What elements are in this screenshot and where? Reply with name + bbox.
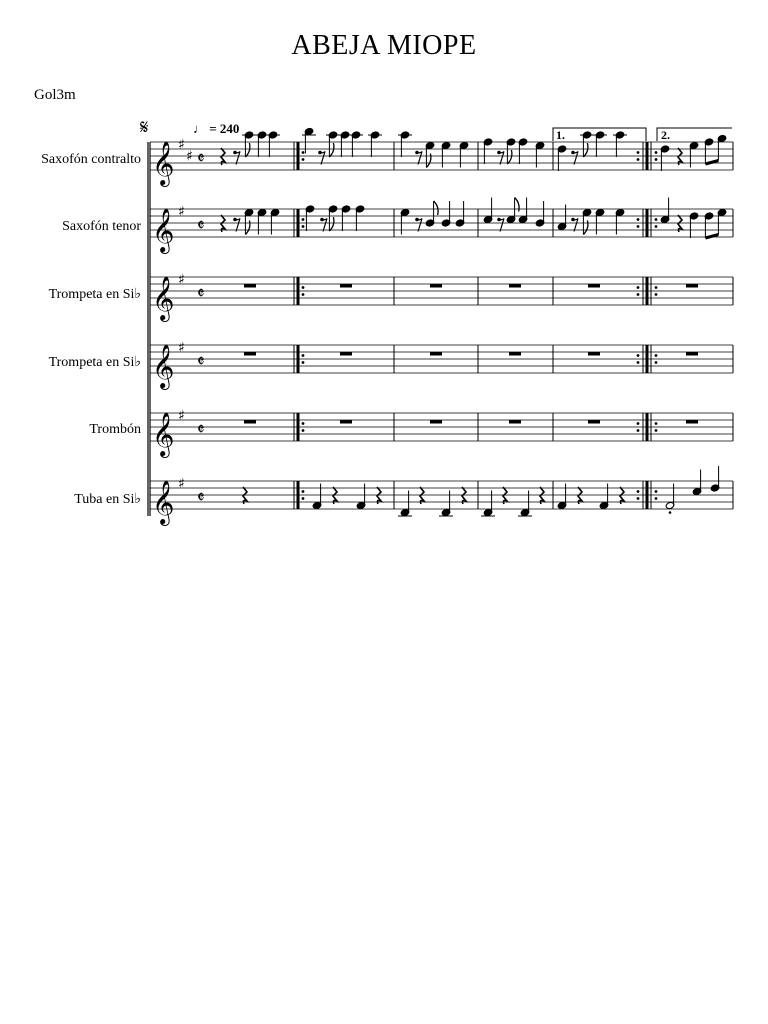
- staff: [150, 272, 733, 322]
- whole-rest: [588, 420, 600, 424]
- sharp-sign: ♯: [178, 476, 185, 492]
- whole-rest: [509, 352, 521, 356]
- quarter-rest: [221, 148, 225, 165]
- time-signature: 𝄵: [197, 488, 205, 508]
- whole-rest: [340, 352, 352, 356]
- time-signature: 𝄵: [197, 216, 205, 236]
- sharp-sign: ♯: [178, 204, 185, 220]
- whole-rest: [340, 284, 352, 288]
- beam: [705, 235, 718, 239]
- instrument-label-trumpet-1: Trompeta en Si♭: [48, 287, 141, 302]
- quarter-rest: [540, 487, 544, 504]
- whole-rest: [430, 284, 442, 288]
- whole-rest: [244, 420, 256, 424]
- whole-rest: [686, 420, 698, 424]
- time-signature: 𝄵: [197, 149, 205, 169]
- treble-clef: 𝄞: [152, 412, 175, 456]
- volta-1-label: 1.: [556, 128, 565, 142]
- time-signature: 𝄵: [197, 284, 205, 304]
- treble-clef: 𝄞: [152, 480, 175, 524]
- treble-clef: 𝄞: [152, 208, 175, 252]
- instrument-label-trumpet-2: Trompeta en Si♭: [48, 355, 141, 370]
- staff: [150, 408, 733, 458]
- instrument-label-trombone: Trombón: [89, 422, 141, 437]
- treble-clef: 𝄞: [152, 344, 175, 388]
- whole-rest: [430, 352, 442, 356]
- treble-clef: 𝄞: [152, 276, 175, 320]
- whole-rest: [588, 352, 600, 356]
- sharp-sign: ♯: [178, 137, 185, 153]
- instrument-label-alto-sax: Saxofón contralto: [41, 152, 141, 167]
- volta-2-label: 2.: [661, 128, 670, 142]
- segno-sign: 𝄋: [140, 115, 149, 139]
- quarter-rest: [620, 487, 624, 504]
- staff: [150, 204, 733, 254]
- whole-rest: [686, 352, 698, 356]
- sharp-sign: ♯: [178, 272, 185, 288]
- whole-rest: [686, 284, 698, 288]
- quarter-rest: [462, 487, 466, 504]
- quarter-rest: [578, 487, 582, 504]
- staff: [150, 476, 733, 526]
- quarter-rest: [420, 487, 424, 504]
- quarter-rest: [243, 487, 247, 504]
- treble-clef: 𝄞: [152, 141, 175, 185]
- staff: [150, 340, 733, 390]
- whole-rest: [509, 284, 521, 288]
- composer-name: Gol3m: [34, 87, 76, 103]
- instrument-label-tuba: Tuba en Si♭: [74, 492, 141, 507]
- tempo-marking: ♩ = 240: [193, 121, 240, 136]
- staff: [150, 137, 733, 187]
- whole-rest: [430, 420, 442, 424]
- sharp-sign: ♯: [186, 148, 193, 165]
- quarter-rest: [333, 487, 337, 504]
- sharp-sign: ♯: [178, 340, 185, 356]
- quarter-rest: [377, 487, 381, 504]
- instrument-label-tenor-sax: Saxofón tenor: [62, 219, 141, 234]
- whole-rest: [588, 284, 600, 288]
- whole-rest: [340, 420, 352, 424]
- time-signature: 𝄵: [197, 420, 205, 440]
- quarter-rest: [678, 148, 682, 165]
- staccato-dot: [669, 511, 672, 514]
- beam: [705, 161, 718, 165]
- whole-rest: [244, 284, 256, 288]
- whole-rest: [244, 352, 256, 356]
- quarter-rest: [678, 215, 682, 232]
- score-title: ABEJA MIOPE: [291, 30, 477, 61]
- sharp-sign: ♯: [178, 408, 185, 424]
- whole-rest: [509, 420, 521, 424]
- time-signature: 𝄵: [197, 352, 205, 372]
- quarter-rest: [503, 487, 507, 504]
- quarter-rest: [221, 215, 225, 232]
